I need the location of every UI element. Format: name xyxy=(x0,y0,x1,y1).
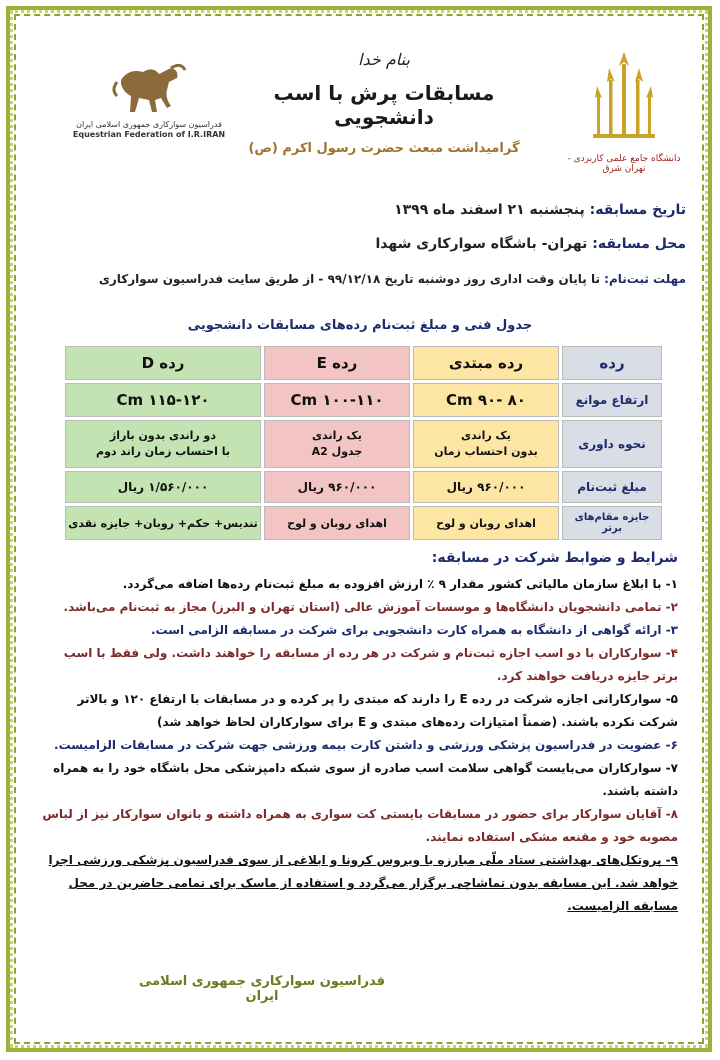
height-class-e: ۱۰۰-۱۱۰ Cm xyxy=(264,383,410,417)
condition-3: ۳- ارائه گواهی از دانشگاه به همراه کارت دانشجویی برای شرکت در مسابقه الزامی است. xyxy=(150,623,678,637)
date-label: تاریخ مسابقه: xyxy=(589,202,686,218)
condition-1: ۱- با ابلاغ سازمان مالیاتی کشور مقدار ۹ ٪ ارزش افزوده به مبلغ ثبت‌نام رده‌ها اضافه می‌گردد. xyxy=(122,577,678,591)
bismillah: بنام خدا xyxy=(358,50,410,69)
judging-class-d xyxy=(65,420,261,468)
fee-beginner: ۹۶۰/۰۰۰ ریال xyxy=(413,471,559,503)
horse-logo-icon xyxy=(109,60,189,118)
table-row-fee xyxy=(65,471,662,503)
date-value: پنجشنبه ۲۱ اسفند ماه ۱۳۹۹ xyxy=(394,202,585,218)
table-row-height xyxy=(65,383,662,417)
condition-4: ۴- سوارکاران با دو اسب اجازه ثبت‌نام و شرکت در هر رده از مسابقه را خواهند داشت. ولی فقط با اسب برتر جایزه دریافت خواهند کرد. xyxy=(63,646,678,683)
header-class-e: رده E xyxy=(264,346,410,380)
judging-d-line1: دو راندی بدون باراژ xyxy=(109,429,217,442)
university-logo xyxy=(564,48,684,188)
fee-class-d: ۱/۵۶۰/۰۰۰ ریال xyxy=(65,471,261,503)
height-class-d: ۱۱۵-۱۲۰ Cm xyxy=(65,383,261,417)
center-heading xyxy=(224,50,544,156)
table-row-prizes xyxy=(65,506,662,540)
prizes-label: جایزه مقام‌های برتر xyxy=(562,506,662,540)
info-deadline xyxy=(99,272,686,286)
conditions-list xyxy=(38,573,678,918)
university-logo-fa: دانشگاه جامع علمی کاربردی - تهران شرق xyxy=(567,154,681,174)
place-label: محل مسابقه: xyxy=(592,236,686,252)
info-date xyxy=(394,202,686,218)
condition-6: ۶- عضویت در فدراسیون پزشکی ورزشی و داشتن کارت بیمه ورزشی جهت شرکت در مسابقات الزامیست. xyxy=(54,738,678,752)
condition-8: ۸- آقایان سوارکار برای حضور در مسابقات بایستی کت سواری به همراه داشته و بانوان سوارکار نیز از لباس مصوبه خود و مقنعه مشکی استفاده نمایند. xyxy=(42,807,678,844)
height-label: ارتفاع موانع xyxy=(562,383,662,417)
header xyxy=(24,40,694,190)
table-row-judging xyxy=(65,420,662,468)
federation-logo xyxy=(64,60,234,190)
judging-beginner-line2: بدون احتساب زمان xyxy=(434,445,538,458)
place-value: تهران- باشگاه سوارکاری شهدا xyxy=(375,236,588,252)
header-label: رده xyxy=(562,346,662,380)
condition-7: ۷- سوارکاران می‌بایست گواهی سلامت اسب صادره از سوی شبکه دامپزشکی محل باشگاه خود را به همراه داشته باشند. xyxy=(53,761,678,798)
judging-beginner xyxy=(413,420,559,468)
info-place xyxy=(375,236,686,252)
judging-e-line2: جدول A2 xyxy=(311,445,363,458)
prizes-class-d: تندیس+ حکم+ روبان+ جایزه نقدی xyxy=(65,506,261,540)
condition-5: ۵- سوارکارانی اجازه شرکت در رده E را دارند که مبتدی را پر کرده و در مسابقات با ارتفاع ۱۲۰ و بالاتر شرکت نکرده باشند. (ضمناً امتیازات رده‌های مبتدی و E برای سوارکاران لحاظ خواهد شد) xyxy=(77,692,678,729)
fee-label: مبلغ ثبت‌نام xyxy=(562,471,662,503)
condition-2: ۲- تمامی دانشجویان دانشگاه‌ها و موسسات آموزش عالی (استان تهران و البرز) مجاز به ثبت‌نام می‌باشد. xyxy=(63,600,678,614)
federation-logo-fa: فدراسیون سوارکاری جمهوری اسلامی ایران xyxy=(76,120,222,129)
conditions-title: شرایط و ضوابط شرکت در مسابقه: xyxy=(431,550,678,566)
judging-class-e xyxy=(264,420,410,468)
header-class-d: رده D xyxy=(65,346,261,380)
height-beginner: ۸۰ -۹۰ Cm xyxy=(413,383,559,417)
fees-table xyxy=(62,343,665,543)
fee-class-e: ۹۶۰/۰۰۰ ریال xyxy=(264,471,410,503)
deadline-value: تا پایان وقت اداری روز دوشنبه تاریخ ۹۹/۱۲/۱۸ - از طریق سایت فدراسیون سوارکاری xyxy=(98,272,600,286)
condition-9: ۹- پروتکل‌های بهداشتی ستاد ملّی مبارزه با ویروس کرونا و ابلاغی از سوی فدراسیون پزشکی ورزشی اجرا خواهد شد. این مسابقه بدون تماشاچی برگزار می‌گردد و استفاده از ماسک برای تمامی حاضرین در محل مسابقه الزامیست. xyxy=(48,853,678,913)
judging-e-line1: یک راندی xyxy=(312,429,362,442)
judging-beginner-line1: یک راندی xyxy=(461,429,511,442)
prizes-beginner: اهدای روبان و لوح xyxy=(413,506,559,540)
page-title: مسابقات پرش با اسب دانشجویی xyxy=(273,81,495,129)
footer-signature: فدراسیون سوارکاری جمهوری اسلامی ایران xyxy=(138,974,386,1004)
wheat-logo-icon xyxy=(589,48,659,148)
judging-label: نحوه داوری xyxy=(562,420,662,468)
deadline-label: مهلت ثبت‌نام: xyxy=(604,272,686,286)
federation-logo-en: Equestrian Federation of I.R.IRAN xyxy=(72,130,226,139)
table-title: جدول فنی و مبلغ ثبت‌نام رده‌های مسابقات دانشجویی xyxy=(187,318,533,333)
table-row-header xyxy=(65,346,662,380)
judging-d-line2: با احتساب زمان راند دوم xyxy=(96,445,230,458)
header-beginner: رده مبتدی xyxy=(413,346,559,380)
page-subtitle: گرامیداشت مبعث حضرت رسول اکرم (ص) xyxy=(248,141,520,156)
prizes-class-e: اهدای روبان و لوح xyxy=(264,506,410,540)
